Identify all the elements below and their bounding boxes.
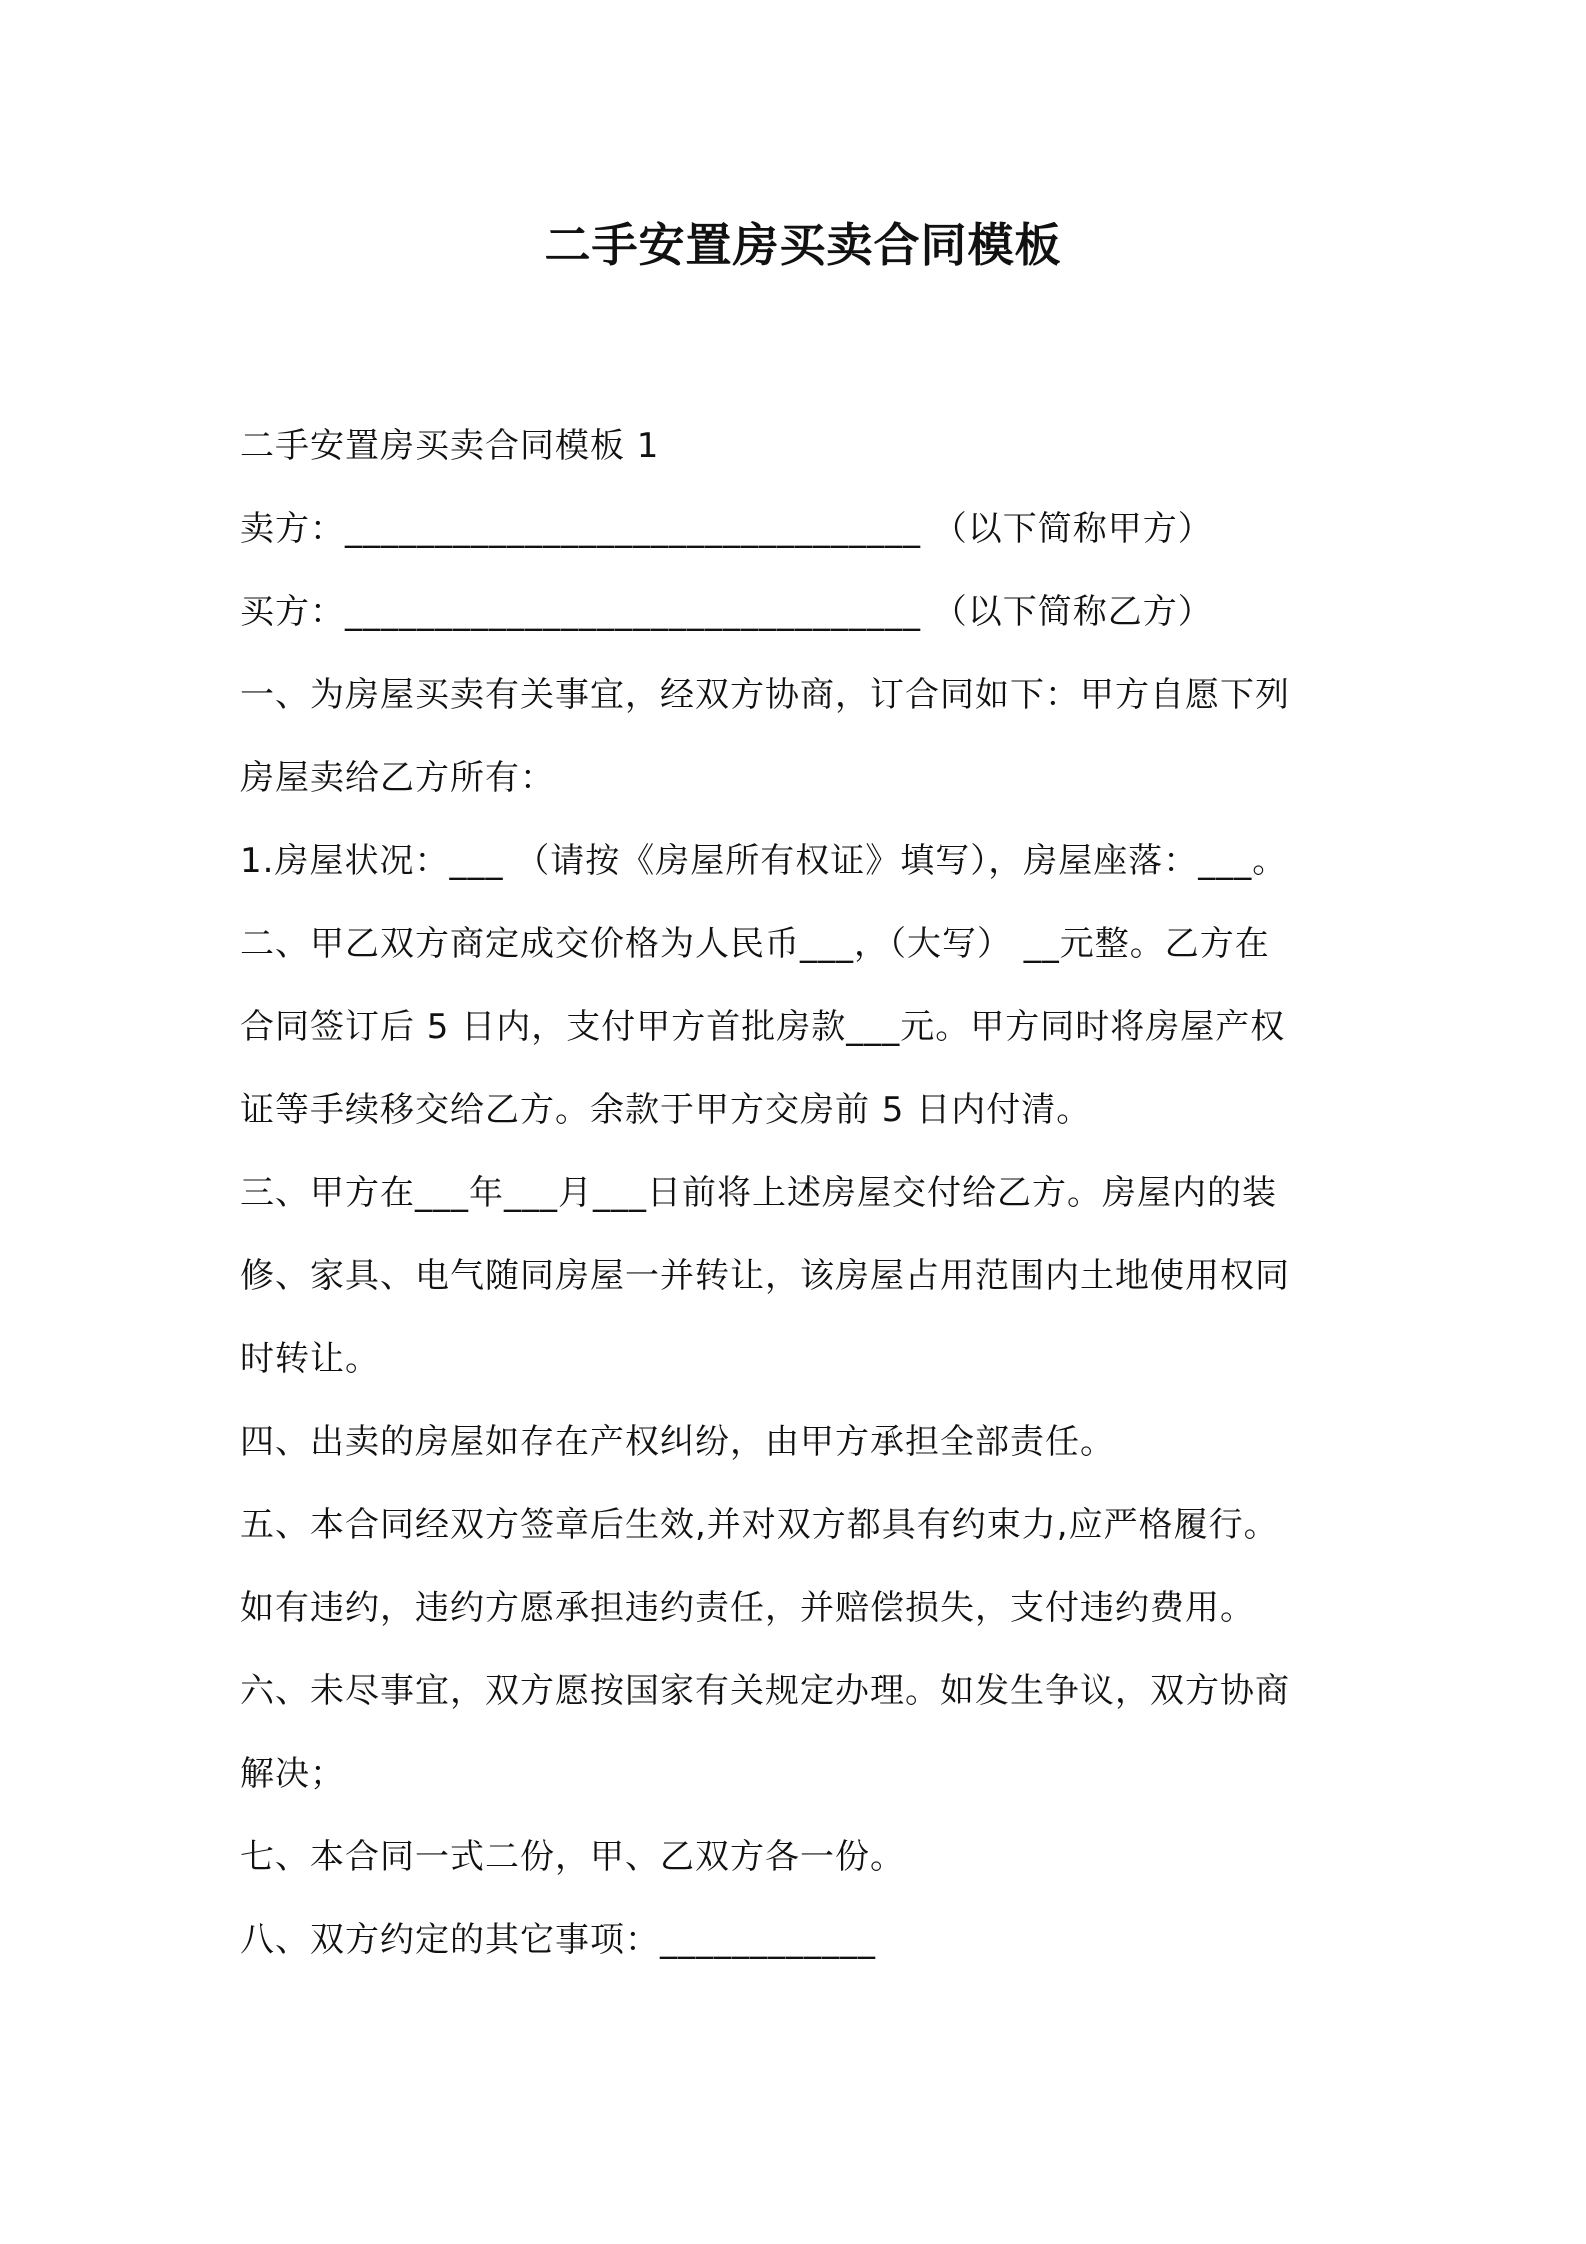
clause-5-line: 如有违约，违约方愿承担违约责任，并赔偿损失，支付违约费用。 — [240, 1588, 1255, 1628]
buyer-line: 买方：________________________________ （以下简称乙方） — [240, 592, 1213, 632]
section-heading: 二手安置房买卖合同模板 1 — [240, 426, 660, 466]
document-title: 二手安置房买卖合同模板 — [544, 218, 1062, 272]
clause-2-line: 合同签订后 5 日内，支付甲方首批房款___元。甲方同时将房屋产权 — [240, 1007, 1286, 1047]
clause-6-line: 解决； — [240, 1754, 345, 1794]
clause-5-line: 五、本合同经双方签章后生效,并对双方都具有约束力,应严格履行。 — [240, 1505, 1279, 1545]
clause-1-line: 一、为房屋买卖有关事宜，经双方协商，订合同如下：甲方自愿下列 — [240, 675, 1290, 715]
seller-line: 卖方：________________________________ （以下简称甲方） — [240, 509, 1213, 549]
clause-4-line: 四、出卖的房屋如存在产权纠纷，由甲方承担全部责任。 — [240, 1422, 1115, 1462]
clause-3-line: 修、家具、电气随同房屋一并转让，该房屋占用范围内土地使用权同 — [240, 1256, 1290, 1296]
house-status-line: 1.房屋状况：___ （请按《房屋所有权证》填写），房屋座落：___。 — [240, 841, 1288, 881]
clause-2-line: 二、甲乙双方商定成交价格为人民币___，（大写） __元整。乙方在 — [240, 924, 1270, 964]
document-body — [240, 405, 1356, 1982]
clause-6-line: 六、未尽事宜，双方愿按国家有关规定办理。如发生争议，双方协商 — [240, 1671, 1290, 1711]
clause-8-line: 八、双方约定的其它事项：____________ — [240, 1920, 876, 1960]
clause-3-line: 时转让。 — [240, 1339, 380, 1379]
clause-7-line: 七、本合同一式二份，甲、乙双方各一份。 — [240, 1837, 905, 1877]
clause-2-line: 证等手续移交给乙方。余款于甲方交房前 5 日内付清。 — [240, 1090, 1092, 1130]
clause-3-line: 三、甲方在___年___月___日前将上述房屋交付给乙方。房屋内的装 — [240, 1173, 1277, 1213]
clause-1-line: 房屋卖给乙方所有： — [240, 758, 555, 798]
